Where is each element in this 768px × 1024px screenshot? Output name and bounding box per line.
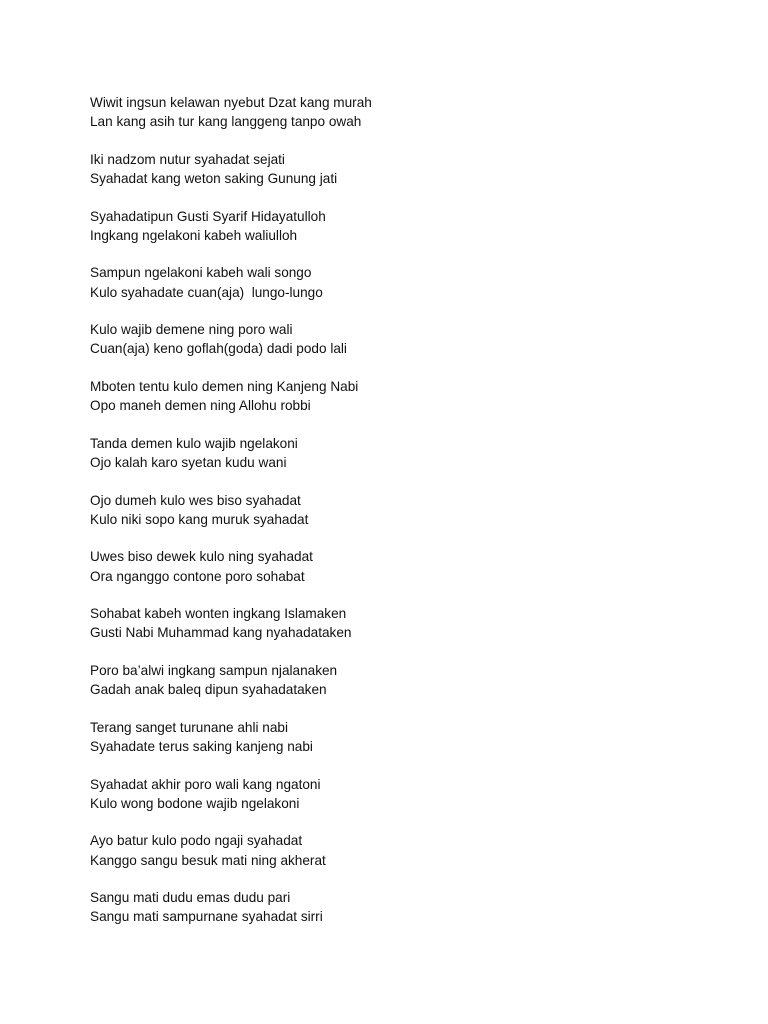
poem-line: Kulo niki sopo kang muruk syahadat: [90, 511, 309, 527]
stanza: [90, 377, 372, 415]
poem-line: Tanda demen kulo wajib ngelakoni: [90, 435, 298, 451]
poem-line: Opo maneh demen ning Allohu robbi: [90, 398, 311, 414]
stanza: [90, 150, 372, 188]
poem-line: Ojo dumeh kulo wes biso syahadat: [90, 492, 301, 508]
poem-line: Kulo wajib demene ning poro wali: [90, 322, 293, 338]
poem-line: Poro ba’alwi ingkang sampun njalanaken: [90, 662, 338, 678]
stanza: [90, 718, 372, 756]
stanza: [90, 93, 372, 131]
poem-line: Terang sanget turunane ahli nabi: [90, 719, 289, 735]
poem-line: Kulo syahadate cuan(aja) lungo-lungo: [90, 284, 323, 300]
poem-line: Ingkang ngelakoni kabeh waliulloh: [90, 227, 298, 243]
poem-line: Ojo kalah karo syetan kudu wani: [90, 454, 287, 470]
poem-line: Gusti Nabi Muhammad kang nyahadataken: [90, 625, 352, 641]
poem-line: Syahadat kang weton saking Gunung jati: [90, 171, 338, 186]
poem-line: Cuan(aja) keno goflah(goda) dadi podo lali: [90, 341, 347, 357]
stanza: [90, 775, 372, 813]
poem-line: Sohabat kabeh wonten ingkang Islamaken: [90, 606, 347, 622]
poem-line: Sampun ngelakoni kabeh wali songo: [90, 265, 312, 281]
stanza: [90, 604, 372, 642]
poem-line: Ayo batur kulo podo ngaji syahadat: [90, 833, 303, 849]
poem-line: Lan kang asih tur kang langgeng tanpo owah: [90, 114, 362, 130]
poem-line: Gadah anak baleq dipun syahadataken: [90, 682, 327, 698]
stanza: [90, 434, 372, 472]
stanza: [90, 207, 372, 245]
stanza: [90, 320, 372, 358]
poem-text: [90, 93, 372, 945]
poem-line: Wiwit ingsun kelawan nyebut Dzat kang murah: [90, 95, 372, 110]
poem-line: Syahadat akhir poro wali kang ngatoni: [90, 776, 321, 792]
stanza: [90, 547, 372, 585]
stanza: [90, 263, 372, 301]
poem-line: Sangu mati sampurnane syahadat sirri: [90, 909, 323, 925]
poem-line: Mboten tentu kulo demen ning Kanjeng Nabi: [90, 378, 359, 394]
poem-line: Ora nganggo contone poro sohabat: [90, 568, 305, 584]
poem-line: Uwes biso dewek kulo ning syahadat: [90, 549, 313, 565]
stanza: [90, 888, 372, 926]
poem-line: Sangu mati dudu emas dudu pari: [90, 890, 291, 906]
poem-line: Syahadate terus saking kanjeng nabi: [90, 738, 313, 754]
stanza: [90, 661, 372, 699]
poem-line: Kanggo sangu besuk mati ning akherat: [90, 852, 326, 868]
stanza: [90, 831, 372, 869]
poem-line: Syahadatipun Gusti Syarif Hidayatulloh: [90, 208, 326, 224]
poem-line: Kulo wong bodone wajib ngelakoni: [90, 795, 300, 811]
stanza: [90, 491, 372, 529]
poem-line: Iki nadzom nutur syahadat sejati: [90, 151, 285, 167]
